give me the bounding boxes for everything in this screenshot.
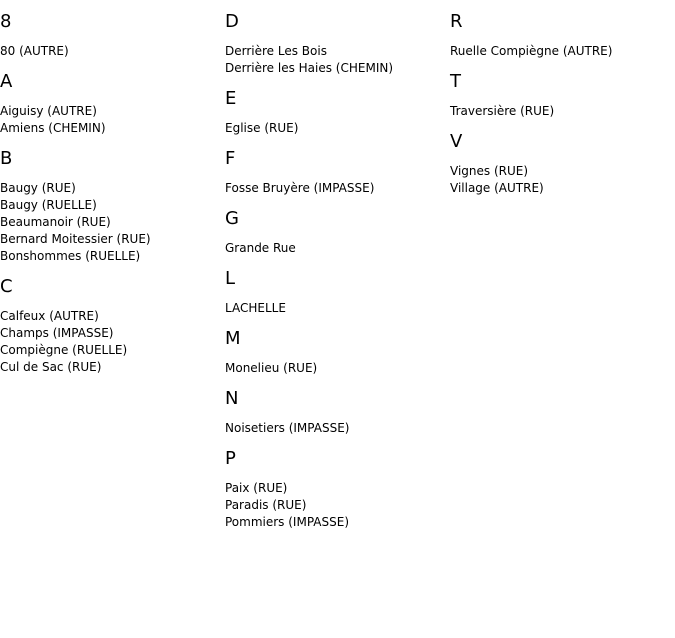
street-link[interactable]: Baugy (RUE) [0,181,76,195]
index-column-1 [0,0,220,385]
street-link[interactable]: Bonshommes (RUELLE) [0,249,141,263]
index-column-3 [450,0,670,206]
section-letter-heading: G [225,208,239,229]
street-list [225,180,445,197]
section-letter-heading: C [0,276,13,297]
street-link[interactable]: Beaumanoir (RUE) [0,215,111,229]
section-letter-heading: L [225,268,236,289]
street-link[interactable]: Ruelle Compiègne (AUTRE) [450,44,613,58]
street-list [450,103,670,120]
letter-group [0,277,220,376]
street-link[interactable]: Compiègne (RUELLE) [0,343,128,357]
street-link[interactable]: 80 (AUTRE) [0,44,69,58]
letter-group [450,132,670,197]
letter-group [225,89,445,137]
street-link[interactable]: Derrière Les Bois [225,44,327,58]
street-link[interactable]: LACHELLE [225,301,286,315]
street-link[interactable]: Paix (RUE) [225,481,288,495]
street-link[interactable]: Eglise (RUE) [225,121,299,135]
street-link[interactable]: Noisetiers (IMPASSE) [225,421,350,435]
street-link[interactable]: Grande Rue [225,241,296,255]
street-link[interactable]: Derrière les Haies (CHEMIN) [225,61,394,75]
street-link[interactable]: Monelieu (RUE) [225,361,318,375]
index-column-2 [225,0,445,540]
street-link[interactable]: Champs (IMPASSE) [0,326,114,340]
street-link[interactable]: Traversière (RUE) [450,104,555,118]
letter-group [0,12,220,60]
letter-group [225,269,445,317]
street-link[interactable]: Amiens (CHEMIN) [0,121,106,135]
street-link[interactable]: Fosse Bruyère (IMPASSE) [225,181,375,195]
section-letter-heading: R [450,11,463,32]
street-list [450,43,670,60]
section-letter-heading: P [225,448,236,469]
section-letter-heading: F [225,148,236,169]
letter-group [450,12,670,60]
section-letter-heading: M [225,328,241,349]
letter-group [225,12,445,77]
letter-group [0,72,220,137]
street-list [0,43,220,60]
street-link[interactable]: Baugy (RUELLE) [0,198,97,212]
letter-group [0,149,220,265]
street-link[interactable]: Calfeux (AUTRE) [0,309,99,323]
section-letter-heading: A [0,71,13,92]
letter-group [225,389,445,437]
street-link[interactable]: Bernard Moitessier (RUE) [0,232,151,246]
letter-group [450,72,670,120]
section-letter-heading: E [225,88,237,109]
street-list [225,300,445,317]
street-list [225,120,445,137]
street-list [225,420,445,437]
street-link[interactable]: Vignes (RUE) [450,164,529,178]
section-letter-heading: 8 [0,11,12,32]
street-link[interactable]: Pommiers (IMPASSE) [225,515,349,529]
section-letter-heading: T [450,71,461,92]
street-link[interactable]: Paradis (RUE) [225,498,307,512]
street-list [225,43,445,77]
street-link[interactable]: Cul de Sac (RUE) [0,360,102,374]
letter-group [225,329,445,377]
street-list [225,240,445,257]
street-link[interactable]: Village (AUTRE) [450,181,544,195]
street-list [0,308,220,376]
letter-group [225,449,445,531]
street-link[interactable]: Aiguisy (AUTRE) [0,104,97,118]
letter-group [225,209,445,257]
street-list [450,163,670,197]
section-letter-heading: V [450,131,463,152]
section-letter-heading: D [225,11,239,32]
section-letter-heading: B [0,148,13,169]
section-letter-heading: N [225,388,239,409]
street-list [225,480,445,531]
street-list [0,180,220,265]
street-list [225,360,445,377]
street-list [0,103,220,137]
letter-group [225,149,445,197]
